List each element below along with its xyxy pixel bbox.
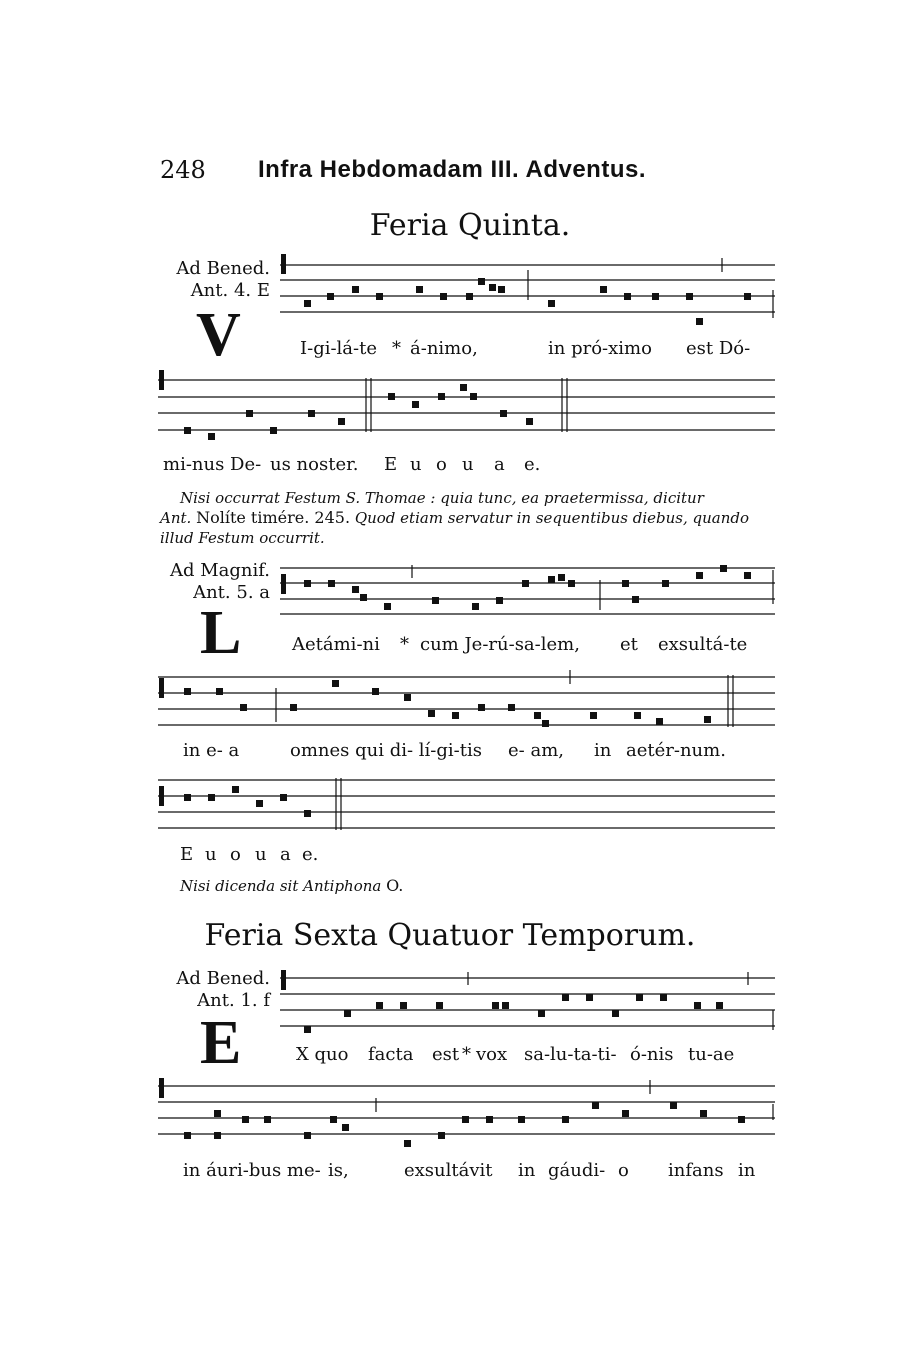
lyric-syllables: exsultá-te [658,634,748,655]
lyric-syllables: in [594,740,612,761]
initial-letter: V [196,301,241,369]
lyric-syllables: gáudi- [548,1160,606,1181]
euouae-vowel: u [462,454,474,475]
initial-letter: E [200,1009,242,1077]
lyric-syllables: is, [328,1160,349,1181]
running-title: Infra Hebdomadam III. Adventus. [258,156,647,183]
lyric-syllables: ó-nis [630,1044,674,1065]
euouae-vowel: E [384,454,398,475]
lyric-asterisk: * [392,338,401,359]
lyric-syllables: in pró-ximo [548,338,652,359]
antiphon-label: Ad Bened. Ant. 4. E [176,258,270,301]
lyric-syllables: vox [476,1044,508,1065]
euouae-vowel: o [436,454,447,475]
lyric-syllables: et [620,634,638,655]
rubric-note: Nisi dicenda sit Antiphona O. [180,876,404,895]
euouae-vowel: e. [302,844,319,865]
lyric-asterisk: * [462,1044,471,1065]
lyric-syllables: in áuri-bus me- [183,1160,321,1181]
rubric-note: Nisi occurrat Festum S. Thomae : quia tunc, ea praetermissa, dicitur Ant. Nolíte timére. 245. Quod etiam servatur in sequentibus diebus, quando illud Festum occurrit. [160,489,750,547]
page-number: 248 [160,156,206,184]
initial-letter: L [200,599,242,667]
lyric-syllables: cum Je-rú-sa-lem, [420,634,580,655]
euouae-vowel: E [180,844,194,865]
lyric-syllables: I-gi-lá-te [300,338,378,359]
lyric-syllables: in [738,1160,756,1181]
lyric-syllables: tu-ae [688,1044,735,1065]
lyric-syllables: sa-lu-ta-ti- [524,1044,617,1065]
euouae-vowel: a [494,454,505,475]
lyric-syllables: in [518,1160,536,1181]
lyric-syllables: est [432,1044,460,1065]
lyric-syllables: o [618,1160,629,1181]
euouae-vowel: u [255,844,267,865]
lyric-syllables: us noster. [270,454,359,475]
antiphon-label: Ad Bened. Ant. 1. f [176,968,270,1011]
lyric-syllables: aetér-num. [626,740,726,761]
lyric-syllables: Aetámi-ni [292,634,380,655]
section-title-feria-sexta: Feria Sexta Quatuor Temporum. [204,918,696,953]
lyric-syllables: est Dó- [686,338,751,359]
lyric-syllables: e- am, [508,740,564,761]
lyric-asterisk: * [400,634,409,655]
euouae-vowel: u [205,844,217,865]
euouae-vowel: e. [524,454,541,475]
section-title-feria-quinta: Feria Quinta. [369,208,571,243]
lyric-syllables: facta [368,1044,414,1065]
lyric-syllables: exsultávit [404,1160,493,1181]
lyric-syllables: á-nimo, [410,338,478,359]
euouae-vowel: a [280,844,291,865]
lyric-syllables: mi-nus De- [163,454,262,475]
antiphon-label: Ad Magnif. Ant. 5. a [169,560,270,603]
lyric-syllables: in e- a [183,740,240,761]
lyric-syllables: X quo [296,1044,349,1065]
lyric-syllables: omnes qui di- lí-gi-tis [290,740,482,761]
euouae-vowel: o [230,844,241,865]
euouae-vowel: u [410,454,422,475]
lyric-syllables: infans [668,1160,724,1181]
